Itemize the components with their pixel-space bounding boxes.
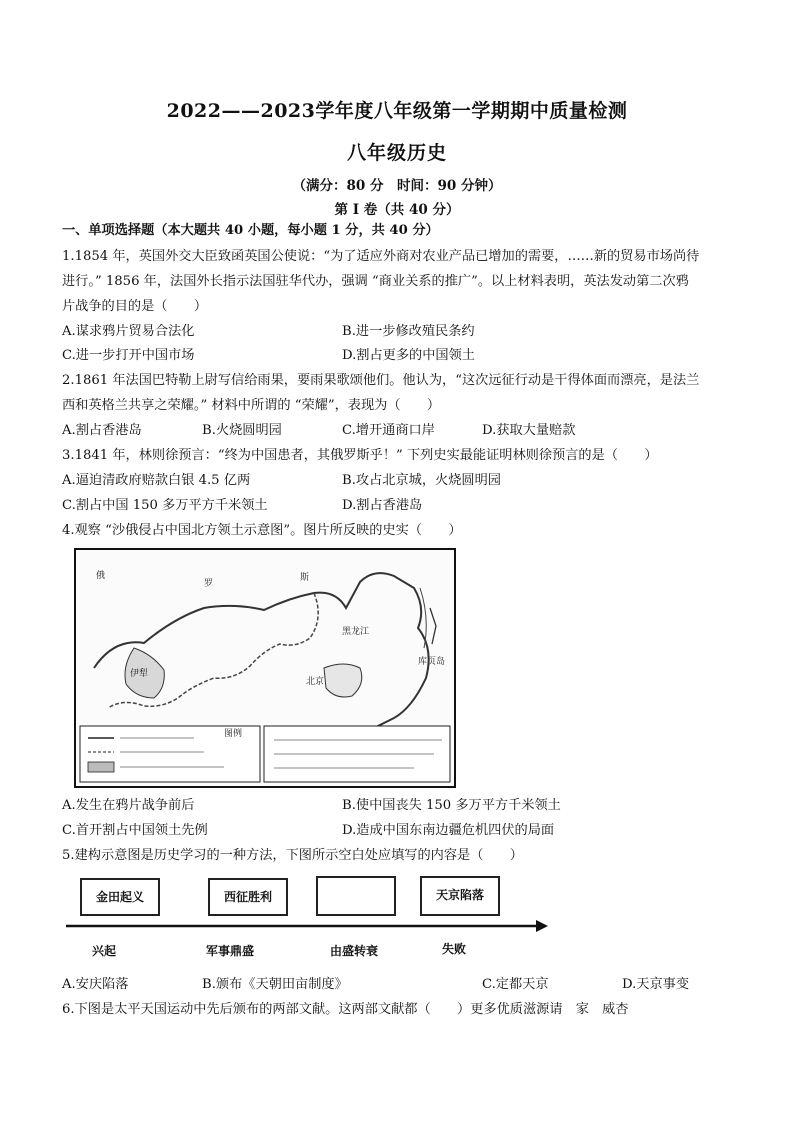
russia-occupation-map (74, 548, 456, 788)
q1-option-a: A.谋求鸦片贸易合法化 (62, 324, 195, 339)
map-label-beijing: 北京 (306, 677, 325, 687)
q3-option-c: C.割占中国 150 多万平方千米领土 (62, 498, 268, 513)
q3-option-b: B.攻占北京城，火烧圆明园 (342, 473, 501, 488)
q5-option-b: B.颁布《天朝田亩制度》 (202, 977, 348, 992)
score-info: （满分：80 分 时间：90 分钟） (292, 178, 502, 194)
flow-box-4: 天京陷落 (420, 876, 500, 916)
q5-option-d: D.天京事变 (622, 977, 690, 992)
q3-stem: 3.1841 年，林则徐预言：“终为中国患者，其俄罗斯乎！” 下列史实最能证明林则徐预言的是（ ） (62, 448, 658, 463)
map-label-si: 斯 (300, 573, 310, 583)
q4-option-b: B.使中国丧失 150 多万平方千米领土 (342, 798, 561, 813)
exam-subject: 八年级历史 (346, 142, 447, 164)
q1-option-d: D.割占更多的中国领土 (342, 348, 475, 363)
stage-label-1: 兴起 (92, 944, 117, 958)
q1-stem-line1: 1.1854 年，英国外交大臣致函英国公使说：“为了适应外商对农业产品已增加的需要，……新的贸易市场尚待 (62, 249, 700, 264)
section-heading: 一、单项选择题（本大题共 40 小题，每小题 1 分，共 40 分） (62, 223, 439, 238)
q1-stem-line2: 进行。” 1856 年，法国外长指示法国驻华代办，强调 “商业关系的推广”。以上材料表明，英法发动第二次鸦 (62, 274, 689, 289)
flow-box-blank (316, 876, 396, 916)
q1-option-c: C.进一步打开中国市场 (62, 348, 195, 363)
stage-label-3: 由盛转衰 (330, 944, 379, 958)
map-label-kuye-island: 库页岛 (418, 657, 446, 667)
volume-label: 第 I 卷（共 40 分） (334, 202, 460, 218)
map-label-yili: 伊犁 (130, 669, 149, 679)
q4-option-c: C.首开割占中国领土先例 (62, 823, 208, 838)
q3-option-a: A.逼迫清政府赔款白银 4.5 亿两 (62, 473, 251, 488)
timeline-arrow (64, 918, 550, 934)
q4-stem: 4.观察 “沙俄侵占中国北方领土示意图”。图片所反映的史实（ ） (62, 523, 462, 538)
exam-title: 2022——2023学年度八年级第一学期期中质量检测 (166, 100, 628, 122)
q6-stem: 6.下图是太平天国运动中先后颁布的两部文献。这两部文献都（ ）更多优质滋源请 家 威杏 (62, 1002, 629, 1017)
map-label-luo: 罗 (204, 579, 214, 589)
q2-stem-line1: 2.1861 年法国巴特勒上尉写信给雨果，要雨果歌颂他们。他认为，“这次远征行动是干得体面而漂亮，是法兰 (62, 373, 700, 388)
flow-box-1: 金田起义 (80, 878, 160, 916)
flow-box-2: 西征胜利 (208, 878, 288, 916)
q4-option-d: D.造成中国东南边疆危机四伏的局面 (342, 823, 555, 838)
q5-option-a: A.安庆陷落 (62, 977, 129, 992)
stage-label-2: 军事鼎盛 (206, 944, 255, 958)
map-label-heilongjiang: 黑龙江 (342, 627, 370, 637)
q1-stem-line3: 片战争的目的是（ ） (62, 299, 208, 314)
q4-option-a: A.发生在鸦片战争前后 (62, 798, 195, 813)
q2-option-a: A.割占香港岛 (62, 423, 142, 438)
map-label-e: 俄 (96, 571, 106, 581)
q3-option-d: D.割占香港岛 (342, 498, 423, 513)
q5-stem: 5.建构示意图是历史学习的一种方法，下图所示空白处应填写的内容是（ ） (62, 848, 523, 863)
q1-option-b: B.进一步修改殖民条约 (342, 324, 475, 339)
q2-option-b: B.火烧圆明园 (202, 423, 282, 438)
stage-label-4: 失败 (442, 942, 467, 956)
q2-stem-line2: 西和英格兰共享之荣耀。” 材料中所谓的 “荣耀”，表现为（ ） (62, 398, 441, 413)
map-legend-title: 图例 (224, 729, 243, 739)
q5-option-c: C.定都天京 (482, 977, 549, 992)
q2-option-c: C.增开通商口岸 (342, 423, 435, 438)
q2-option-d: D.获取大量赔款 (482, 423, 576, 438)
